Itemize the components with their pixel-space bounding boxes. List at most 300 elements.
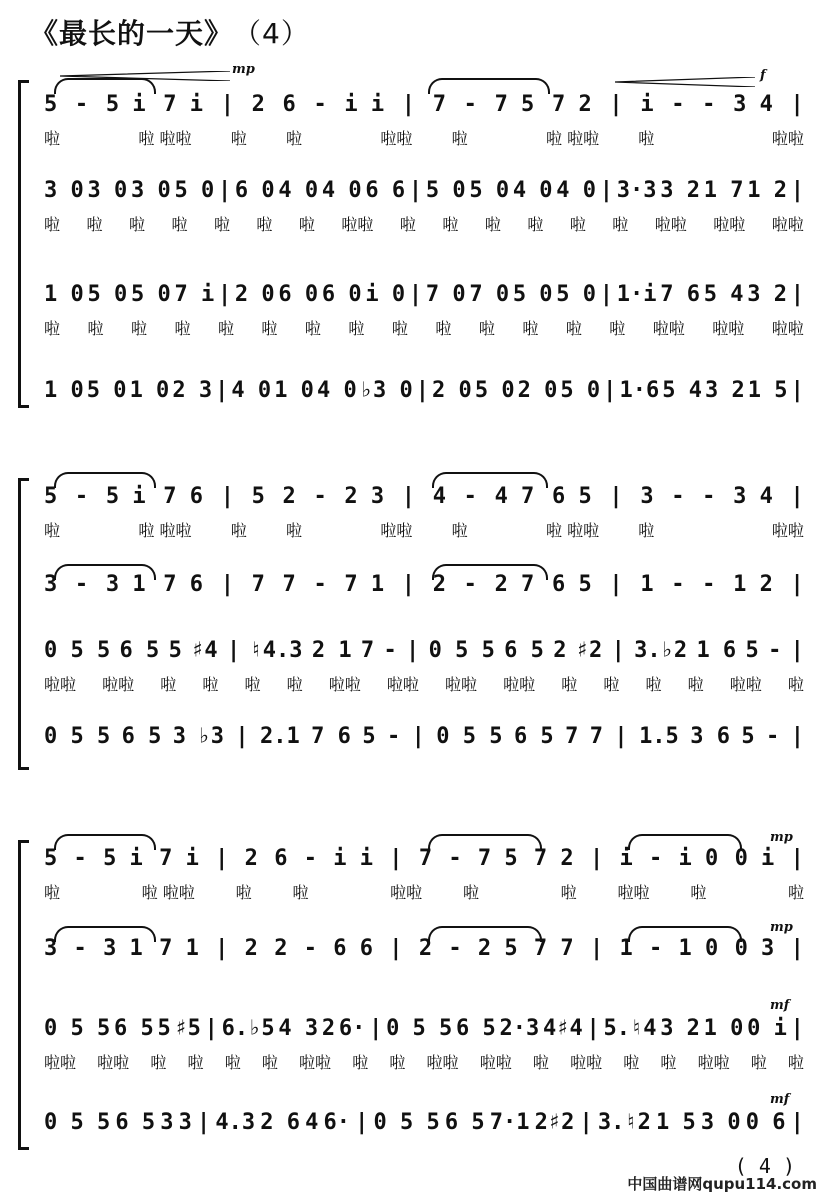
barline: | — [408, 282, 423, 307]
barline: | — [215, 378, 229, 403]
lyric-syllable: 啦 — [244, 675, 261, 694]
barline: | — [790, 1016, 804, 1041]
barline: | — [790, 92, 804, 117]
barline: | — [790, 724, 804, 749]
lyric-syllable: 啦 啦啦 — [138, 521, 192, 540]
note-group: 1 2 — [733, 572, 773, 597]
note-group: 2 0 — [432, 378, 472, 403]
note-group: 3 4 — [733, 92, 773, 117]
note-group: - — [463, 484, 477, 509]
note-group: 1.5 — [639, 724, 679, 749]
note-group: ♮4.3 — [249, 638, 303, 663]
lyric-syllable: 啦啦 — [299, 1053, 332, 1072]
barline: | — [411, 724, 425, 749]
note-group: 5 0 — [425, 178, 466, 203]
lyric-syllable: 啦啦 — [102, 675, 135, 694]
note-group: 2♯2 — [534, 1110, 575, 1135]
lyric-syllable: 啦 — [261, 1053, 278, 1072]
note-group: 1 6 — [696, 638, 737, 663]
lyric-syllable: 啦 — [230, 129, 247, 148]
lyric-syllable: 啦 — [787, 675, 804, 694]
note-group: 2 — [418, 936, 433, 961]
note-group: - — [303, 936, 317, 961]
note-group: 6 — [282, 92, 296, 117]
lyric-syllable: 啦 — [348, 319, 365, 338]
lyric-syllable: 啦 — [86, 215, 103, 234]
barline: | — [389, 846, 403, 871]
notes-row — [44, 1016, 804, 1046]
notes-row — [44, 378, 804, 408]
barline: | — [579, 1110, 593, 1135]
note-group: - — [702, 484, 716, 509]
barline: | — [609, 92, 623, 117]
barline: | — [406, 638, 420, 663]
note-group: 4 — [432, 484, 446, 509]
note-group: i 0 — [365, 282, 406, 307]
lyric-syllable: 啦 — [561, 675, 578, 694]
note-group: - — [303, 846, 317, 871]
note-group: 6 5 — [513, 724, 554, 749]
note-group: 3 — [160, 1110, 174, 1135]
note-group: 7·1 — [489, 1110, 530, 1135]
note-group: - — [74, 572, 89, 597]
note-group: 7 — [251, 572, 265, 597]
note-group: 0 5 5 — [428, 638, 495, 663]
note-group: 2 3 — [344, 484, 385, 509]
note-group: 3 — [178, 1110, 192, 1135]
lyric-syllable: 啦 — [285, 129, 302, 148]
note-group: i i — [344, 92, 385, 117]
barline: | — [217, 178, 232, 203]
note-group: 5 — [362, 724, 376, 749]
note-group: i 0 — [678, 846, 719, 871]
lyric-syllable: 啦 — [442, 215, 459, 234]
lyric-syllable: 啦 啦啦 — [546, 129, 600, 148]
note-group: 3 1 — [103, 936, 143, 961]
lyric-syllable: 啦啦 — [426, 1053, 459, 1072]
lyric-syllable: 啦 — [638, 521, 655, 540]
note-group: - — [313, 92, 327, 117]
note-group: 1·i — [616, 282, 657, 307]
note-group: 3 2 — [747, 282, 787, 307]
lyric-syllable: 啦 — [451, 129, 468, 148]
dynamic-mf: mf — [770, 998, 790, 1013]
barline: | — [401, 92, 416, 117]
lyric-syllable: 啦 — [160, 675, 177, 694]
note-group: 4 0 — [316, 378, 357, 403]
note-group: 2 7 — [494, 572, 535, 597]
lyric-syllable: 啦 — [261, 319, 278, 338]
system-bracket — [18, 80, 29, 408]
notes-row — [44, 484, 804, 514]
note-group: 2 6 — [260, 1110, 300, 1135]
barline: | — [389, 936, 403, 961]
lyric-syllable: 啦 — [690, 883, 707, 902]
note-group: 3 0 — [130, 178, 171, 203]
barline: | — [235, 724, 249, 749]
note-group: 5 0 — [469, 178, 510, 203]
note-group: 0 i — [747, 1016, 787, 1041]
lyrics-row — [44, 1050, 804, 1072]
note-group: 1 2 — [747, 178, 787, 203]
lyric-syllable: 啦 — [560, 883, 577, 902]
dynamic-mp: mp — [232, 62, 255, 77]
note-group: 6 5 — [456, 1016, 496, 1041]
note-group: 0 5 5 — [44, 1110, 111, 1135]
note-group: 6· — [323, 1110, 350, 1135]
barline: | — [790, 638, 804, 663]
note-group: 6 0 — [321, 282, 362, 307]
note-group: ♯5 — [174, 1016, 201, 1041]
note-group: 1 5 — [655, 1110, 696, 1135]
lyric-syllable: 啦啦 — [341, 215, 374, 234]
lyric-syllable: 啦 — [304, 319, 321, 338]
barline: | — [401, 484, 416, 509]
note-group: 1 — [619, 936, 633, 961]
lyric-syllable: 啦 — [565, 319, 582, 338]
lyric-syllable: 啦啦 — [617, 883, 650, 902]
note-group: 7 — [282, 572, 296, 597]
lyric-syllable: 啦 — [478, 319, 495, 338]
note-group: 1 — [640, 572, 654, 597]
note-group: 6 5 — [551, 572, 592, 597]
note-group: 5 i — [103, 846, 143, 871]
note-group: 6 6 — [333, 936, 373, 961]
lyric-syllable: 啦 — [202, 675, 219, 694]
note-group: 7 i — [174, 282, 215, 307]
note-group: 6 5 — [444, 1110, 485, 1135]
note-group: 5 — [44, 92, 58, 117]
note-group: 1·6 — [619, 378, 660, 403]
note-group: 3.♭2 — [634, 638, 688, 663]
notes-row — [44, 936, 804, 966]
note-group: i — [640, 92, 654, 117]
note-group: - — [649, 846, 663, 871]
lyric-syllable: 啦 — [484, 215, 501, 234]
note-group: 1 7 — [703, 178, 744, 203]
lyric-syllable: 啦 — [638, 129, 655, 148]
lyric-syllable: 啦 — [44, 129, 61, 148]
lyric-syllable: 啦 — [352, 1053, 369, 1072]
note-group: 5 i — [105, 484, 146, 509]
footer-brand: 中国曲谱网qupu114.com — [627, 1175, 817, 1193]
lyric-syllable: 啦啦 — [570, 1053, 603, 1072]
note-group: 5 — [745, 638, 759, 663]
note-group: 2 3 — [172, 378, 213, 403]
dynamic-hairpin — [60, 66, 230, 74]
note-group: 7 5 — [477, 846, 518, 871]
lyric-syllable: 啦啦 — [713, 215, 746, 234]
barline: | — [603, 378, 617, 403]
note-group: - — [74, 484, 89, 509]
lyrics-row — [44, 672, 804, 694]
note-group: - — [702, 572, 716, 597]
barline: | — [196, 1110, 211, 1135]
lyric-syllable: 啦 — [522, 319, 539, 338]
note-group: - — [313, 572, 327, 597]
note-group: 0 6 — [745, 1110, 786, 1135]
note-group: 6 5 — [551, 484, 592, 509]
note-group: 4 0 — [321, 178, 362, 203]
part-number: （4） — [247, 17, 310, 50]
lyric-syllable: 啦 — [391, 319, 408, 338]
lyric-syllable: 啦 — [603, 675, 620, 694]
note-group: - — [386, 724, 401, 749]
lyric-syllable: 啦 — [645, 675, 662, 694]
note-group: 5 4 — [662, 378, 702, 403]
note-group: 7 — [432, 92, 446, 117]
page-title — [30, 12, 310, 52]
barline: | — [614, 724, 628, 749]
note-group: 7 — [589, 724, 603, 749]
note-group: 1 0 — [44, 378, 84, 403]
note-group: 2 — [251, 92, 265, 117]
note-group: 0 5 5 — [44, 1016, 111, 1041]
lyric-syllable: 啦 — [286, 675, 303, 694]
note-group: 7 2 — [533, 846, 574, 871]
note-group: 3 0 — [700, 1110, 741, 1135]
note-group: 1 0 — [703, 1016, 744, 1041]
note-group: 6 5 — [121, 724, 162, 749]
lyric-syllable: 啦啦 — [712, 319, 745, 338]
system-1 — [0, 60, 831, 410]
note-group: 4♯4 — [543, 1016, 583, 1041]
note-group: 6.♭5 — [221, 1016, 275, 1041]
lyric-syllable: 啦 — [44, 521, 61, 540]
lyric-syllable: 啦 啦啦 — [141, 883, 195, 902]
note-group: 7 6 — [660, 282, 700, 307]
lyric-syllable: 啦啦 — [771, 319, 804, 338]
note-group: - — [671, 572, 685, 597]
note-group: - — [768, 638, 782, 663]
lyric-syllable: 啦啦 — [44, 675, 77, 694]
lyric-syllable: 啦 — [389, 1053, 406, 1072]
lyric-syllable: 啦 — [256, 215, 273, 234]
lyric-syllable: 啦啦 — [390, 883, 423, 902]
note-group: - — [73, 846, 87, 871]
barline: | — [790, 378, 804, 403]
lyric-syllable: 啦 — [787, 883, 804, 902]
dynamic-mp: mp — [770, 830, 793, 845]
barline: | — [790, 178, 804, 203]
note-group: 4 0 — [231, 378, 272, 403]
lyric-syllable: 啦 — [750, 1053, 767, 1072]
note-group: 2 — [274, 936, 288, 961]
note-group: - — [766, 724, 780, 749]
note-group: 0 5 5 — [386, 1016, 453, 1041]
note-group: 3 1 — [105, 572, 146, 597]
note-group: ♯2 — [575, 638, 603, 663]
note-group: ♭3 0 — [359, 378, 413, 403]
note-group: 2 — [244, 846, 258, 871]
lyric-syllable: 啦 — [128, 215, 145, 234]
note-group: 2 — [432, 572, 446, 597]
note-group: 3.♮2 — [597, 1110, 651, 1135]
notes-row — [44, 1110, 804, 1140]
note-group: 2 — [553, 638, 567, 663]
note-group: 7 6 — [163, 572, 204, 597]
barline: | — [790, 846, 804, 871]
note-group: 0 5 5 — [44, 724, 111, 749]
lyrics-row — [44, 126, 804, 148]
note-group: 5 — [44, 846, 58, 871]
note-group: 0 3 — [734, 936, 775, 961]
note-group: 7 — [418, 846, 433, 871]
barline: | — [599, 282, 614, 307]
barline: | — [401, 572, 416, 597]
note-group: 3 2 — [660, 178, 700, 203]
barline: | — [589, 936, 604, 961]
lyric-syllable: 啦 — [292, 883, 309, 902]
lyric-syllable: 啦 — [224, 1053, 241, 1072]
note-group: i i — [333, 846, 373, 871]
note-group: - — [671, 92, 685, 117]
note-group: 6 0 — [278, 282, 319, 307]
barline: | — [355, 1110, 369, 1135]
lyric-syllable: 啦 — [217, 319, 234, 338]
lyric-syllable: 啦啦 — [44, 1053, 77, 1072]
lyric-syllable: 啦 — [623, 1053, 640, 1072]
lyric-syllable: 啦 — [399, 215, 416, 234]
note-group: 4 0 — [278, 178, 319, 203]
note-group: 4 0 — [556, 178, 597, 203]
note-group: - — [313, 484, 327, 509]
note-group: 1 0 — [44, 282, 84, 307]
lyric-syllable: 啦 — [787, 1053, 804, 1072]
lyric-syllable: 啦啦 — [771, 215, 804, 234]
note-group: 5 — [44, 484, 58, 509]
lyric-syllable: 啦 — [609, 319, 626, 338]
lyric-syllable: 啦 — [462, 883, 479, 902]
note-group: ♯4 — [191, 638, 218, 663]
note-group: 4 0 — [512, 178, 553, 203]
note-group: - — [671, 484, 685, 509]
lyric-syllable: 啦啦 — [503, 675, 536, 694]
notes-row — [44, 724, 804, 754]
lyric-syllable: 啦啦 — [697, 1053, 730, 1072]
note-group: 4 7 — [494, 484, 535, 509]
lyrics-row — [44, 518, 804, 540]
lyric-syllable: 啦 — [569, 215, 586, 234]
lyric-syllable: 啦 — [44, 215, 61, 234]
barline: | — [220, 572, 234, 597]
system-bracket — [18, 840, 29, 1150]
notes-row — [44, 178, 804, 208]
note-group: 2 — [282, 484, 296, 509]
note-group: - — [448, 846, 462, 871]
notes-row — [44, 638, 804, 668]
lyric-syllable: 啦 — [235, 883, 252, 902]
lyric-syllable: 啦 — [230, 521, 247, 540]
note-group: 3 2 — [705, 378, 745, 403]
lyrics-row — [44, 316, 804, 338]
note-group: - — [74, 92, 89, 117]
barline: | — [790, 1110, 804, 1135]
note-group: 5 0 — [130, 282, 171, 307]
note-group: 3 — [44, 572, 58, 597]
barline: | — [790, 484, 804, 509]
note-group: 2 5 — [477, 936, 518, 961]
note-group: - — [649, 936, 663, 961]
barline: | — [790, 282, 804, 307]
barline: | — [589, 846, 604, 871]
note-group: 3 2 — [660, 1016, 700, 1041]
note-group: 4.3 — [215, 1110, 256, 1135]
note-group: 2 1 — [311, 638, 352, 663]
note-group: - — [383, 638, 397, 663]
note-group: 6 0 — [234, 178, 275, 203]
note-group: 5 — [251, 484, 265, 509]
note-group: 5 0 — [87, 282, 128, 307]
note-group: 2·3 — [499, 1016, 540, 1041]
note-group: 3 — [172, 724, 187, 749]
note-group: - — [448, 936, 462, 961]
note-group: 5.♮4 — [603, 1016, 657, 1041]
note-group: 6 — [274, 846, 288, 871]
note-group: 3·3 — [616, 178, 657, 203]
note-group: 1 5 — [747, 378, 788, 403]
note-group: 5 0 — [474, 378, 515, 403]
lyric-syllable: 啦啦 — [771, 521, 804, 540]
barline: | — [220, 484, 234, 509]
lyric-syllable: 啦啦 — [479, 1053, 512, 1072]
lyric-syllable: 啦 — [174, 319, 191, 338]
note-group: 6 6 — [365, 178, 406, 203]
barline: | — [415, 378, 430, 403]
lyric-syllable: 啦啦 — [386, 675, 419, 694]
note-group: 5 0 — [556, 282, 597, 307]
lyric-syllable: 啦 — [130, 319, 147, 338]
note-group: 6· — [338, 1016, 366, 1041]
lyric-syllable: 啦 啦啦 — [546, 521, 600, 540]
note-group: 7 0 — [425, 282, 466, 307]
dynamic-hairpin — [615, 72, 755, 80]
note-group: 7 5 — [494, 92, 535, 117]
note-group: 5 0 — [560, 378, 601, 403]
note-group: 5 — [741, 724, 755, 749]
note-group: 5 — [157, 1016, 171, 1041]
lyric-syllable: 啦啦 — [652, 319, 685, 338]
barline: | — [215, 936, 229, 961]
lyric-syllable: 啦 — [612, 215, 629, 234]
note-group: 1 0 — [274, 378, 314, 403]
lyric-syllable: 啦 — [87, 319, 104, 338]
lyric-syllable: 啦 — [687, 675, 704, 694]
note-group: 0 5 5 — [44, 638, 111, 663]
lyric-syllable: 啦 — [213, 215, 230, 234]
system-bracket — [18, 478, 29, 770]
note-group: - — [463, 92, 477, 117]
lyric-syllable: 啦啦 — [97, 1053, 130, 1072]
note-group: 7 7 — [533, 936, 574, 961]
note-group: 5 0 — [174, 178, 215, 203]
note-group: 2 — [244, 936, 258, 961]
lyric-syllable: 啦 — [150, 1053, 167, 1072]
lyric-syllable: 啦啦 — [380, 129, 413, 148]
lyric-syllable: 啦啦 — [328, 675, 361, 694]
note-group: 7 i — [159, 846, 199, 871]
note-group: 7 6 — [311, 724, 351, 749]
note-group: i — [619, 846, 633, 871]
barline: | — [215, 846, 229, 871]
note-group: 1 0 — [678, 936, 719, 961]
notes-row — [44, 92, 804, 122]
dynamic-mp: mp — [770, 920, 793, 935]
note-group: 2.1 — [260, 724, 300, 749]
barline: | — [220, 92, 234, 117]
note-group: 3 0 — [44, 178, 84, 203]
notes-row — [44, 846, 804, 876]
